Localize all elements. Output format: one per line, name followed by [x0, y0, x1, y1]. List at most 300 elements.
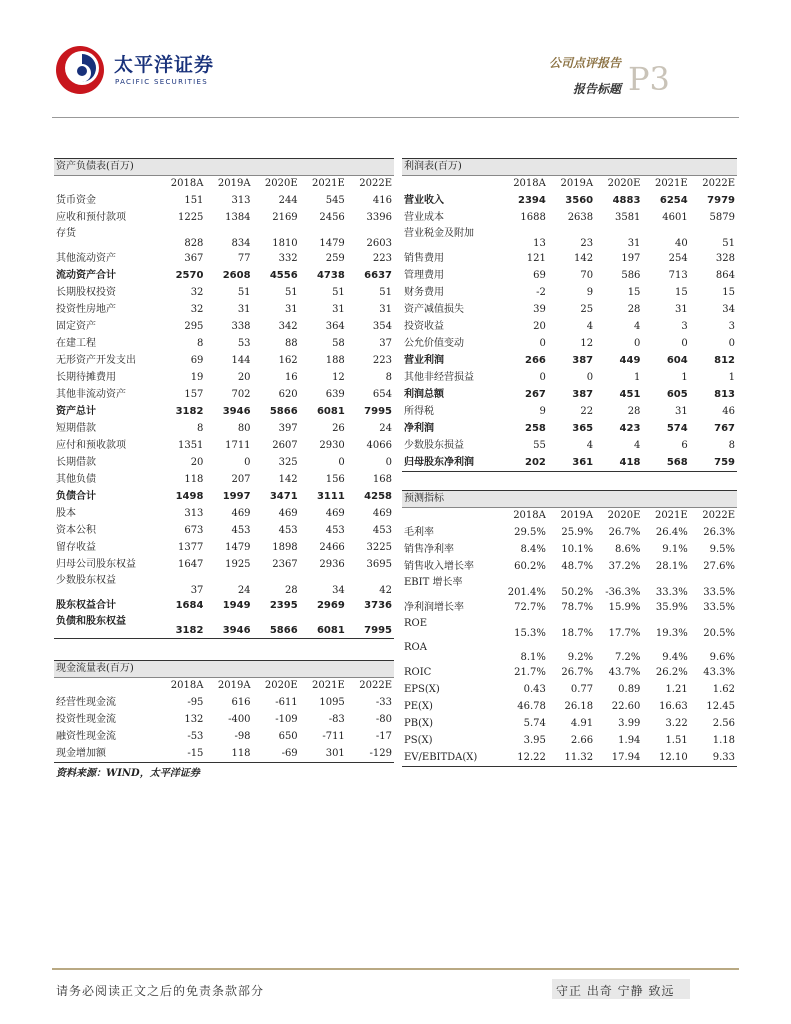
footer-disclaimer: 请务必阅读正文之后的免责条款部分	[56, 984, 265, 998]
row-value: 2603	[366, 237, 392, 249]
row-value: 3182	[158, 615, 205, 639]
row-value: 545	[325, 195, 345, 206]
year-header: 2019A	[217, 680, 251, 692]
row-value: 12.10	[642, 750, 689, 767]
row-label: 股本	[56, 508, 76, 519]
row-value: 9.4%	[662, 651, 688, 663]
row-value: 639	[325, 389, 345, 400]
table-row	[54, 193, 394, 210]
row-value: 34	[722, 304, 735, 315]
row-value: 3225	[366, 542, 392, 553]
balance-sheet-table	[54, 158, 394, 639]
row-value: 1.51	[665, 735, 688, 746]
row-value: 342	[278, 321, 298, 332]
row-value: 26.18	[564, 701, 594, 712]
row-value: 9	[539, 406, 546, 417]
table-title-row	[54, 661, 394, 678]
row-value: 28	[627, 304, 641, 315]
table-title-row	[54, 159, 394, 176]
row-value: 31	[627, 237, 641, 249]
row-value: 4	[586, 440, 594, 451]
row-value: 26.4%	[655, 527, 688, 538]
row-value: 244	[278, 195, 298, 206]
row-value: 469	[372, 508, 392, 519]
row-value: 132	[184, 714, 204, 725]
row-label: 归母股东净利润	[402, 455, 501, 472]
row-value: 157	[184, 389, 204, 400]
row-label: 长期股权投资	[56, 287, 116, 298]
row-value: 4	[586, 321, 594, 332]
row-value: 0	[338, 457, 345, 468]
row-label: 其他负债	[56, 474, 96, 485]
table-row	[402, 716, 737, 733]
forecast-indicators-table	[402, 490, 737, 767]
row-label: 少数股东权益	[56, 574, 116, 586]
row-label: EBIT 增长率	[404, 576, 463, 588]
row-value: 6081	[316, 406, 345, 417]
row-label: 销售费用	[404, 253, 444, 264]
row-value: 26	[332, 423, 345, 434]
row-value: 1	[634, 372, 641, 383]
row-value: 1095	[319, 697, 345, 708]
row-value: 37.2%	[608, 561, 641, 572]
row-value: 8.6%	[615, 544, 641, 555]
year-header: 2018A	[513, 510, 546, 522]
row-value: 586	[621, 270, 641, 281]
row-value: 8	[197, 338, 204, 349]
table-row	[54, 557, 394, 574]
row-value: 0	[586, 372, 594, 383]
year-header-row	[54, 176, 394, 193]
row-value: 365	[572, 423, 594, 434]
row-value: 8	[197, 423, 204, 434]
row-value: 8.1%	[520, 651, 546, 663]
row-value: 2169	[272, 212, 298, 223]
row-value: 33.5%	[703, 602, 735, 613]
row-value: 313	[231, 195, 251, 206]
row-label: 销售净利率	[404, 544, 454, 555]
row-label: 长期待摊费用	[56, 372, 116, 383]
table-row	[402, 251, 737, 268]
row-value: -711	[322, 731, 345, 742]
row-value: 43.3%	[703, 667, 735, 678]
row-value: 0	[634, 338, 641, 349]
row-value: -95	[187, 697, 204, 708]
row-value: 15	[674, 287, 688, 298]
row-label: 财务费用	[404, 287, 444, 298]
row-value: 673	[184, 525, 204, 536]
table-row	[54, 353, 394, 370]
year-header-row	[402, 508, 737, 525]
table-row	[54, 712, 394, 729]
row-label: EPS(X)	[404, 684, 440, 695]
year-header: 2018A	[170, 680, 204, 692]
income-statement-table	[402, 158, 737, 472]
row-value: 3.95	[523, 735, 546, 746]
row-value: 50.2%	[561, 586, 594, 598]
row-value: 28	[284, 584, 298, 596]
row-value: 616	[231, 697, 251, 708]
row-label: 销售收入增长率	[404, 561, 474, 572]
row-label: 应付和预收款项	[56, 440, 126, 451]
table-row	[402, 455, 737, 472]
table-row	[54, 506, 394, 523]
row-label: 货币资金	[56, 195, 96, 206]
year-header: 2021E	[654, 510, 688, 522]
row-value: 0	[539, 372, 546, 383]
page-number: P3	[628, 60, 670, 98]
row-label: 负债合计	[56, 491, 96, 502]
row-value: 2638	[567, 212, 594, 223]
table-row	[54, 598, 394, 615]
row-value: 9.5%	[709, 544, 735, 555]
row-label: 营业利润	[404, 355, 444, 366]
table-row	[54, 387, 394, 404]
row-value: 9.2%	[567, 651, 594, 663]
row-value: 3111	[316, 491, 345, 502]
row-label: 其他非流动资产	[56, 389, 126, 400]
row-value: 16.63	[659, 701, 688, 712]
row-value: 864	[715, 270, 735, 281]
row-value: -129	[347, 746, 394, 763]
row-value: 33.5%	[703, 586, 735, 598]
row-value: 654	[372, 389, 392, 400]
row-value: 3	[728, 321, 735, 332]
row-value: 266	[524, 355, 546, 366]
row-value: 3581	[614, 212, 641, 223]
row-value: 0.89	[618, 684, 641, 695]
row-value: 58	[332, 338, 345, 349]
logo-english-name: PACIFIC SECURITIES	[115, 78, 209, 86]
row-label: 存货	[56, 227, 76, 239]
row-value: 201.4%	[507, 586, 546, 598]
row-value: 2367	[272, 559, 298, 570]
report-type: 公司点评报告	[548, 56, 621, 70]
row-value: 328	[715, 253, 735, 264]
table-row	[402, 193, 737, 210]
row-value: 25.9%	[561, 527, 594, 538]
row-value: 338	[231, 321, 251, 332]
row-value: 156	[325, 474, 345, 485]
row-value: 2936	[319, 559, 345, 570]
row-label: EV/EBITDA(X)	[402, 750, 501, 767]
row-value: 118	[205, 746, 252, 763]
table-row	[402, 353, 737, 370]
row-value: 259	[325, 253, 345, 264]
table-row	[402, 617, 737, 641]
year-header: 2019A	[217, 178, 251, 190]
row-value: 78.7%	[561, 602, 594, 613]
row-value: 812	[714, 355, 735, 366]
row-value: 19.3%	[655, 627, 688, 639]
table-row	[402, 733, 737, 750]
row-value: 416	[372, 195, 392, 206]
table-row	[402, 682, 737, 699]
row-value: 295	[184, 321, 204, 332]
row-value: 6	[681, 440, 688, 451]
row-value: 2395	[269, 600, 298, 611]
row-value: 3396	[366, 212, 392, 223]
row-value: 1377	[177, 542, 204, 553]
row-value: 11.32	[548, 750, 595, 767]
row-label: 净利润	[404, 423, 434, 434]
row-value: 197	[621, 253, 641, 264]
row-value: 9.6%	[709, 651, 735, 663]
table-title: 利润表(百万)	[402, 159, 737, 176]
row-value: -400	[228, 714, 251, 725]
row-label: 资本公积	[56, 525, 96, 536]
row-value: 354	[372, 321, 392, 332]
row-value: 301	[300, 746, 347, 763]
row-value: 25	[580, 304, 594, 315]
table-row	[54, 370, 394, 387]
table-row	[54, 489, 394, 506]
logo-chinese-name: 太平洋证券	[114, 54, 215, 76]
row-label: ROIC	[404, 667, 432, 678]
row-value: 453	[278, 525, 298, 536]
row-value: 20.5%	[703, 627, 735, 639]
row-value: 16	[284, 372, 298, 383]
row-value: 0	[244, 457, 251, 468]
row-value: 5866	[269, 406, 298, 417]
row-value: 3.99	[618, 718, 641, 729]
year-header-blank	[402, 176, 501, 193]
report-title: 报告标题	[572, 82, 621, 96]
row-value: 1384	[225, 212, 251, 223]
row-value: 20	[190, 457, 204, 468]
row-value: 1898	[272, 542, 298, 553]
table-title-row	[402, 159, 737, 176]
row-value: 12.22	[501, 750, 548, 767]
row-label: 所得税	[404, 406, 434, 417]
row-value: 469	[231, 508, 251, 519]
row-value: 813	[714, 389, 735, 400]
year-header: 2018A	[170, 178, 204, 190]
row-value: 254	[668, 253, 688, 264]
row-value: 604	[666, 355, 688, 366]
row-value: 22	[580, 406, 594, 417]
row-value: 313	[184, 508, 204, 519]
row-value: 6254	[659, 195, 688, 206]
row-value: 0	[681, 338, 688, 349]
year-header: 2022E	[702, 510, 735, 522]
row-label: 利润总额	[404, 389, 444, 400]
row-value: 0.43	[523, 684, 546, 695]
row-value: 364	[325, 321, 345, 332]
row-value: 27.6%	[703, 561, 735, 572]
row-label: 无形资产开发支出	[56, 355, 136, 366]
row-value: 1	[681, 372, 688, 383]
row-value: 0	[539, 338, 546, 349]
row-label: PS(X)	[404, 735, 433, 746]
row-value: 5879	[709, 212, 735, 223]
footer-motto: 守正 出奇 宁静 致远	[552, 979, 690, 999]
row-label: 负债和股东权益	[54, 615, 158, 639]
row-value: 4556	[269, 270, 298, 281]
row-value: 4258	[364, 491, 392, 502]
row-value: 0	[728, 338, 735, 349]
table-row	[402, 268, 737, 285]
table-row	[402, 559, 737, 576]
row-value: 24	[379, 423, 392, 434]
row-label: 资产总计	[56, 406, 96, 417]
row-value: 1711	[225, 440, 251, 451]
year-header: 2022E	[359, 680, 392, 692]
year-header: 2021E	[654, 178, 688, 190]
row-value: 32	[190, 287, 204, 298]
row-value: 258	[524, 423, 546, 434]
row-value: 1688	[520, 212, 546, 223]
row-value: 26.7%	[561, 667, 594, 678]
table-row	[54, 574, 394, 598]
row-value: 449	[619, 355, 641, 366]
table-title: 资产负债表(百万)	[54, 159, 394, 176]
row-value: 34	[332, 584, 345, 596]
row-value: -36.3%	[605, 586, 641, 598]
row-value: 21.7%	[514, 667, 546, 678]
row-value: 31	[284, 304, 298, 315]
year-header: 2022E	[359, 178, 392, 190]
row-value: 8.4%	[520, 544, 546, 555]
row-value: 4883	[612, 195, 641, 206]
row-label: 营业成本	[404, 212, 444, 223]
row-label: 营业税金及附加	[404, 227, 474, 239]
row-value: 2607	[272, 440, 298, 451]
table-row	[54, 472, 394, 489]
row-value: -17	[375, 731, 392, 742]
row-value: 9.1%	[662, 544, 688, 555]
row-value: 26.3%	[703, 527, 735, 538]
table-row	[54, 421, 394, 438]
row-value: 7979	[707, 195, 735, 206]
table-row	[54, 302, 394, 319]
row-label: 管理费用	[404, 270, 444, 281]
row-value: 1225	[177, 212, 204, 223]
row-value: 387	[572, 355, 594, 366]
row-value: 423	[619, 423, 641, 434]
row-value: 3736	[364, 600, 392, 611]
table-row	[54, 251, 394, 268]
row-value: 3182	[175, 406, 204, 417]
row-value: 118	[184, 474, 204, 485]
row-value: 31	[332, 304, 345, 315]
table-row	[54, 227, 394, 251]
row-value: 702	[231, 389, 251, 400]
row-value: 2930	[319, 440, 345, 451]
row-value: 397	[278, 423, 298, 434]
table-title: 预测指标	[402, 491, 737, 508]
row-value: 4601	[662, 212, 688, 223]
row-value: 1810	[272, 237, 298, 249]
row-value: 15	[627, 287, 641, 298]
row-value: 72.7%	[514, 602, 546, 613]
row-value: 834	[231, 237, 251, 249]
row-value: 17.94	[595, 750, 642, 767]
row-value: 37	[190, 584, 204, 596]
row-value: 2969	[316, 600, 345, 611]
row-value: 69	[533, 270, 546, 281]
row-value: 13	[533, 237, 546, 249]
row-value: 469	[325, 508, 345, 519]
row-value: 574	[666, 423, 688, 434]
row-value: 37	[379, 338, 392, 349]
row-value: 650	[278, 731, 298, 742]
row-value: 367	[184, 253, 204, 264]
row-label: 固定资产	[56, 321, 96, 332]
row-value: 1684	[175, 600, 204, 611]
row-value: 1647	[177, 559, 204, 570]
row-value: 3471	[269, 491, 298, 502]
row-value: 18.7%	[561, 627, 594, 639]
row-label: 在建工程	[56, 338, 96, 349]
row-label: 现金增加额	[54, 746, 158, 763]
row-value: 8	[728, 440, 735, 451]
year-header: 2020E	[607, 510, 641, 522]
table-row	[402, 370, 737, 387]
year-header: 2019A	[560, 178, 594, 190]
table-row	[54, 540, 394, 557]
row-value: 46.78	[517, 701, 546, 712]
pacific-securities-logo-icon	[52, 40, 108, 96]
row-label: PB(X)	[404, 718, 433, 729]
row-value: 51	[379, 287, 392, 298]
row-value: 453	[231, 525, 251, 536]
row-value: 6081	[300, 615, 347, 639]
row-label: 毛利率	[404, 527, 434, 538]
year-header: 2020E	[264, 680, 298, 692]
row-value: 207	[231, 474, 251, 485]
row-value: 32	[190, 304, 204, 315]
table-row	[402, 525, 737, 542]
row-label: 留存收益	[56, 542, 96, 553]
row-value: 43.7%	[608, 667, 641, 678]
row-value: 2466	[319, 542, 345, 553]
row-value: 1498	[175, 491, 204, 502]
row-value: 3	[681, 321, 688, 332]
row-value: 28.1%	[655, 561, 688, 572]
header-divider	[52, 117, 739, 118]
row-value: 3695	[366, 559, 392, 570]
row-value: 1479	[225, 542, 251, 553]
row-value: 767	[714, 423, 735, 434]
row-value: -15	[158, 746, 205, 763]
table-row	[402, 319, 737, 336]
cash-flow-table	[54, 660, 394, 763]
row-value: 70	[580, 270, 594, 281]
row-value: 26.7%	[608, 527, 641, 538]
row-value: 168	[372, 474, 392, 485]
row-value: 12	[332, 372, 345, 383]
table-row	[54, 455, 394, 472]
row-label: 流动资产合计	[56, 270, 116, 281]
row-value: 7995	[347, 615, 394, 639]
row-value: 53	[237, 338, 251, 349]
table-row	[402, 600, 737, 617]
table-row	[402, 404, 737, 421]
table-row	[402, 336, 737, 353]
table-row	[402, 285, 737, 302]
row-value: 3946	[205, 615, 252, 639]
row-value: 48.7%	[561, 561, 594, 572]
row-value: 620	[278, 389, 298, 400]
row-value: -2	[536, 287, 546, 298]
row-value: 51	[284, 287, 298, 298]
row-value: 1.94	[618, 735, 641, 746]
row-value: 568	[642, 455, 689, 472]
row-value: 4	[634, 321, 641, 332]
row-value: 31	[379, 304, 392, 315]
row-value: 31	[674, 304, 688, 315]
